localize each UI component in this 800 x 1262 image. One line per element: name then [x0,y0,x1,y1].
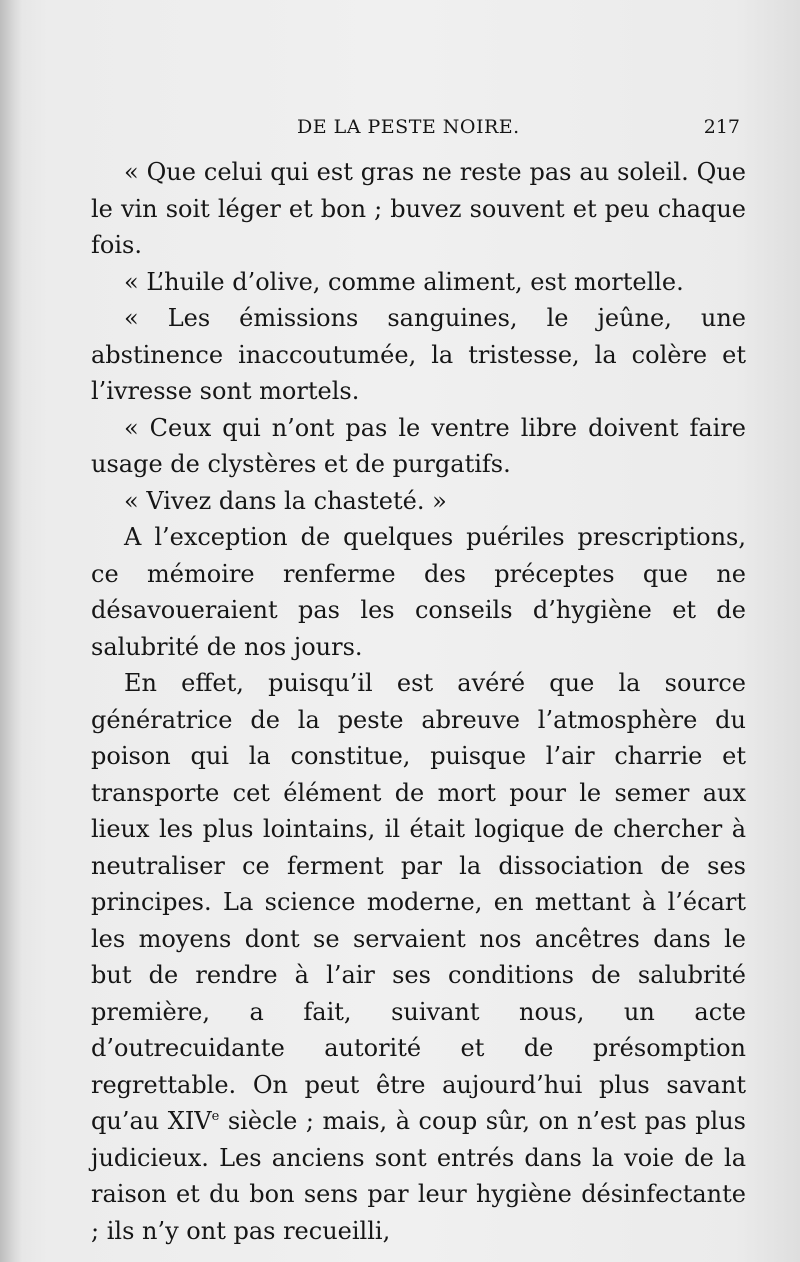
paragraph-3: « Les émissions sanguines, le jeûne, une abstinence inaccoutumée, la tristesse, la colère et l’ivresse sont mortels. [91,304,746,405]
page-number: 217 [703,116,740,138]
paragraph-1: « Que celui qui est gras ne reste pas au soleil. Que le vin soit léger et bon ; buvez souvent et peu chaque fois. [91,158,746,259]
paragraph-7-text-a: En effet, puisqu’il est avéré que la source génératrice de la peste abreuve l’atmosphère du poison qui la constitue, puisque l’air charrie et transporte cet élément de mort pour le semer aux lieux les plus lointains, il était logique de chercher à neutraliser ce ferment par la dissociation de ses principes. La science moderne, en mettant à l’écart les moyens dont se servaient nos ancêtres dans le but de rendre à l’air ses conditions de salubrité première, a fait, suivant nous, un acte d’outrecuidante autorité et de présomption regrettable. On peut être aujourd’hui plus savant qu’au XIV [91,669,746,1135]
paragraph-7 [91,665,746,1249]
paragraph-6: A l’exception de quelques puériles prescriptions, ce mémoire renferme des préceptes que ne désavoueraient pas les conseils d’hygiène et de salubrité de nos jours. [91,523,746,661]
binding-gutter [0,0,22,1262]
paragraph-5: « Vivez dans la chasteté. » [124,486,447,515]
paragraph-4: « Ceux qui n’ont pas le ventre libre doivent faire usage de clystères et de purgatifs. [91,413,746,478]
paragraph-2: « L’huile d’olive, comme aliment, est mortelle. [124,267,684,296]
text-block [91,110,746,1249]
century-superscript: e [211,1109,220,1124]
paragraph-7-text-b: siècle ; mais, à coup sûr, on n’est pas plus judicieux. Les anciens sont entrés dans la voie de la raison et du bon sens par leur hygiène désinfectante ; ils n’y ont pas recueilli, [91,1107,747,1245]
running-head-title: DE LA PESTE NOIRE. [297,116,520,138]
body-text [91,154,746,1249]
running-head [91,110,746,150]
